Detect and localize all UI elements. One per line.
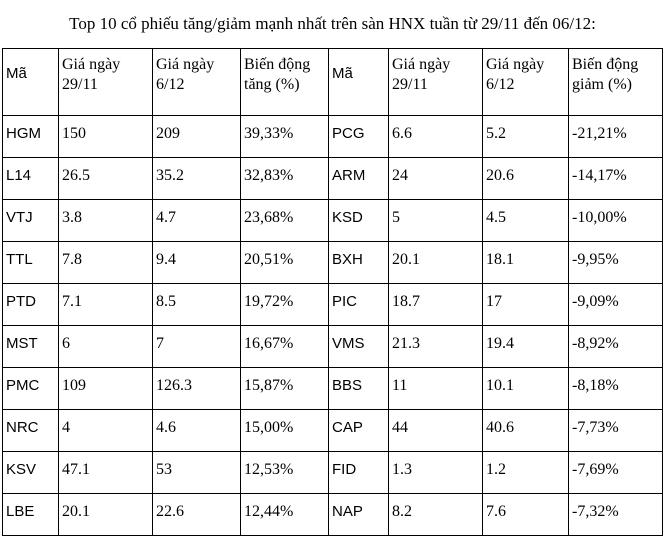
gainer-price-start: 7.8 (59, 242, 153, 284)
gainer-price-start: 150 (59, 116, 153, 158)
loser-code: ARM (329, 158, 389, 200)
loser-price-start: 11 (389, 368, 483, 410)
gainer-price-end: 22.6 (153, 494, 241, 536)
gainer-code: VTJ (3, 200, 59, 242)
loser-price-start: 24 (389, 158, 483, 200)
loser-code: CAP (329, 410, 389, 452)
gainer-code: TTL (3, 242, 59, 284)
gainer-price-end: 209 (153, 116, 241, 158)
loser-price-start: 20.1 (389, 242, 483, 284)
loser-change: -9,09% (569, 284, 663, 326)
loser-price-end: 5.2 (483, 116, 569, 158)
loser-price-start: 1.3 (389, 452, 483, 494)
loser-change: -7,73% (569, 410, 663, 452)
loser-price-end: 20.6 (483, 158, 569, 200)
gainer-change: 23,68% (241, 200, 329, 242)
gainer-code: MST (3, 326, 59, 368)
gainer-code: KSV (3, 452, 59, 494)
gainer-price-end: 4.6 (153, 410, 241, 452)
loser-code: PIC (329, 284, 389, 326)
loser-code: KSD (329, 200, 389, 242)
gainer-price-end: 4.7 (153, 200, 241, 242)
gainer-change: 16,67% (241, 326, 329, 368)
loser-change: -8,92% (569, 326, 663, 368)
header-loser-change: Biến động giảm (%) (569, 49, 663, 116)
gainer-change: 20,51% (241, 242, 329, 284)
gainer-change: 32,83% (241, 158, 329, 200)
table-row (3, 200, 663, 242)
loser-price-start: 18.7 (389, 284, 483, 326)
gainer-change: 12,44% (241, 494, 329, 536)
loser-price-end: 17 (483, 284, 569, 326)
loser-code: BBS (329, 368, 389, 410)
gainer-code: NRC (3, 410, 59, 452)
table-row (3, 326, 663, 368)
loser-price-start: 6.6 (389, 116, 483, 158)
header-loser-code: Mã (329, 49, 389, 116)
table-row (3, 452, 663, 494)
gainer-change: 19,72% (241, 284, 329, 326)
loser-change: -14,17% (569, 158, 663, 200)
loser-price-start: 5 (389, 200, 483, 242)
header-loser-price-start: Giá ngày 29/11 (389, 49, 483, 116)
loser-price-start: 21.3 (389, 326, 483, 368)
loser-code: BXH (329, 242, 389, 284)
table-row (3, 368, 663, 410)
header-gainer-code: Mã (3, 49, 59, 116)
table-row (3, 242, 663, 284)
gainer-price-end: 35.2 (153, 158, 241, 200)
table-title: Top 10 cổ phiếu tăng/giảm mạnh nhất trên sàn HNX tuần từ 29/11 đến 06/12: (69, 14, 596, 33)
header-gainer-change: Biến động tăng (%) (241, 49, 329, 116)
gainer-price-start: 3.8 (59, 200, 153, 242)
gainer-change: 39,33% (241, 116, 329, 158)
loser-price-end: 18.1 (483, 242, 569, 284)
gainer-price-end: 8.5 (153, 284, 241, 326)
gainer-price-start: 109 (59, 368, 153, 410)
header-gainer-price-end: Giá ngày 6/12 (153, 49, 241, 116)
stock-movers-table (2, 48, 663, 536)
loser-price-end: 1.2 (483, 452, 569, 494)
header-gainer-price-start: Giá ngày 29/11 (59, 49, 153, 116)
loser-code: VMS (329, 326, 389, 368)
loser-change: -21,21% (569, 116, 663, 158)
gainer-change: 15,87% (241, 368, 329, 410)
gainer-price-start: 7.1 (59, 284, 153, 326)
gainer-price-end: 53 (153, 452, 241, 494)
gainer-price-start: 4 (59, 410, 153, 452)
loser-change: -7,32% (569, 494, 663, 536)
table-row (3, 116, 663, 158)
loser-price-end: 4.5 (483, 200, 569, 242)
gainer-price-end: 7 (153, 326, 241, 368)
loser-price-end: 40.6 (483, 410, 569, 452)
loser-change: -10,00% (569, 200, 663, 242)
gainer-code: HGM (3, 116, 59, 158)
gainer-change: 12,53% (241, 452, 329, 494)
loser-change: -8,18% (569, 368, 663, 410)
loser-change: -9,95% (569, 242, 663, 284)
header-row (3, 49, 663, 116)
table-row (3, 494, 663, 536)
loser-price-end: 7.6 (483, 494, 569, 536)
loser-code: PCG (329, 116, 389, 158)
loser-code: FID (329, 452, 389, 494)
gainer-price-end: 9.4 (153, 242, 241, 284)
gainer-code: PMC (3, 368, 59, 410)
gainer-price-start: 20.1 (59, 494, 153, 536)
gainer-code: PTD (3, 284, 59, 326)
gainer-price-start: 26.5 (59, 158, 153, 200)
loser-price-end: 10.1 (483, 368, 569, 410)
table-row (3, 284, 663, 326)
gainer-code: LBE (3, 494, 59, 536)
gainer-price-start: 47.1 (59, 452, 153, 494)
loser-price-end: 19.4 (483, 326, 569, 368)
loser-price-start: 8.2 (389, 494, 483, 536)
gainer-code: L14 (3, 158, 59, 200)
loser-price-start: 44 (389, 410, 483, 452)
header-loser-price-end: Giá ngày 6/12 (483, 49, 569, 116)
gainer-price-end: 126.3 (153, 368, 241, 410)
table-row (3, 410, 663, 452)
loser-change: -7,69% (569, 452, 663, 494)
gainer-price-start: 6 (59, 326, 153, 368)
loser-code: NAP (329, 494, 389, 536)
gainer-change: 15,00% (241, 410, 329, 452)
table-row (3, 158, 663, 200)
